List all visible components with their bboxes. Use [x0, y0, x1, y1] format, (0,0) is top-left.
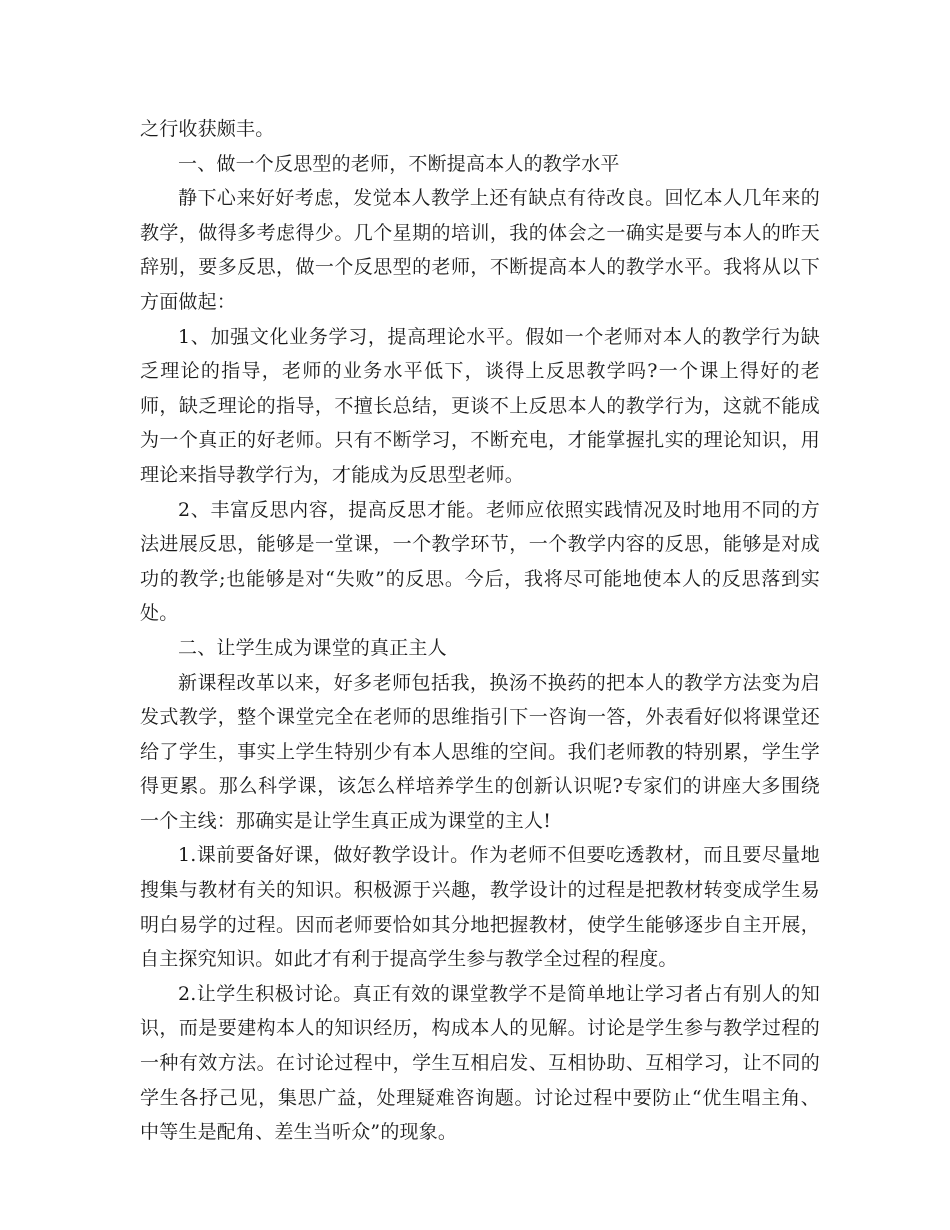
- document-body: [140, 112, 820, 1150]
- section-heading-1: 一、做一个反思型的老师，不断提高本人的教学水平: [178, 152, 620, 175]
- paragraph: 1.课前要备好课，做好教学设计。作为老师不但要吃透教材，而且要尽量地搜集与教材有关的知识。积极源于兴趣，教学设计的过程是把教材转变成学生易明白易学的过程。因而老师要恰如其分地把握教材，使学生能够逐步自主开展，自主探究知识。如此才有利于提高学生参与教学全过程的程度。: [140, 844, 820, 971]
- paragraph: 新课程改革以来，好多老师包括我，换汤不换药的把本人的教学方法变为启发式教学，整个课堂完全在老师的思维指引下一咨询一答，外表看好似将课堂还给了学生，事实上学生特别少有本人思维的空间。我们老师教的特别累，学生学得更累。那么科学课，该怎么样培养学生的创新认识呢?专家们的讲座大多围绕一个主线：那确实是让学生真正成为课堂的主人!: [140, 671, 820, 832]
- section-heading-2: 二、让学生成为课堂的真正主人: [178, 636, 447, 659]
- paragraph: 1、加强文化业务学习，提高理论水平。假如一个老师对本人的教学行为缺乏理论的指导，老师的业务水平低下，谈得上反思教学吗?一个课上得好的老师，缺乏理论的指导，不擅长总结，更谈不上反思本人的教学行为，这就不能成为一个真正的好老师。只有不断学习，不断充电，才能掌握扎实的理论知识，用理论来指导教学行为，才能成为反思型老师。: [140, 325, 820, 486]
- paragraph-continuation: 之行收获颇丰。: [140, 118, 275, 140]
- paragraph: 静下心来好好考虑，发觉本人教学上还有缺点有待改良。回忆本人几年来的教学，做得多考虑得少。几个星期的培训，我的体会之一确实是要与本人的昨天辞别，要多反思，做一个反思型的老师，不断提高本人的教学水平。我将从以下方面做起：: [140, 187, 820, 313]
- paragraph: 2.让学生积极讨论。真正有效的课堂教学不是简单地让学习者占有别人的知识，而是要建构本人的知识经历，构成本人的见解。讨论是学生参与教学过程的一种有效方法。在讨论过程中，学生互相启发、互相协助、互相学习，让不同的学生各抒己见，集思广益，处理疑难咨询题。讨论过程中要防止“优生唱主角、中等生是配角、差生当听众”的现象。: [140, 982, 820, 1144]
- paragraph: 2、丰富反思内容，提高反思才能。老师应依照实践情况及时地用不同的方法进展反思，能够是一堂课，一个教学环节，一个教学内容的反思，能够是对成功的教学;也能够是对“失败”的反思。今后，我将尽可能地使本人的反思落到实处。: [140, 498, 820, 625]
